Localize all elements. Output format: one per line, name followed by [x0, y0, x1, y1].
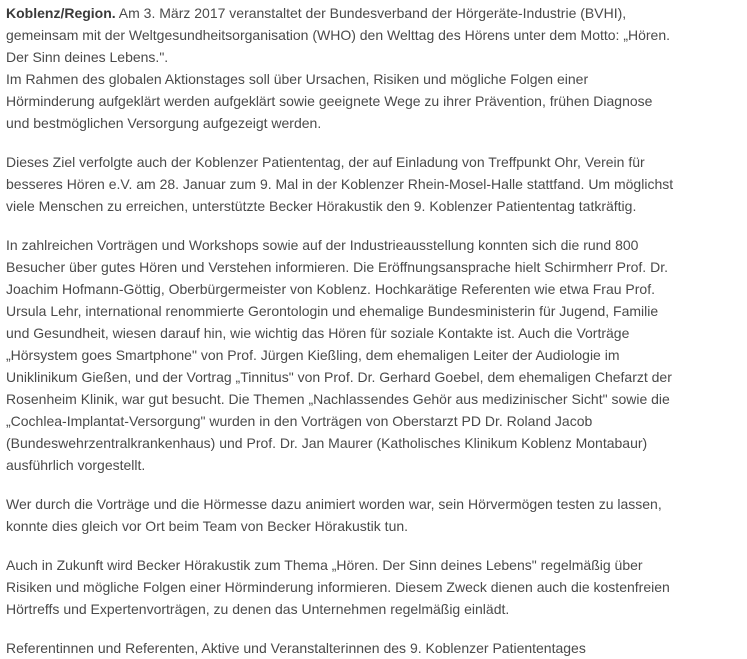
text-line: (Bundeswehrzentralkrankenhaus) und Prof. Dr. Jan Maurer (Katholisches Klinikum Koblenz Montabaur) — [6, 435, 648, 451]
image-caption — [6, 637, 747, 659]
paragraph — [6, 151, 747, 217]
text-line: Wer durch die Vorträge und die Hörmesse dazu animiert worden war, sein Hörvermögen testen zu lassen, — [6, 496, 662, 512]
text-line: Der Sinn deines Lebens.". — [6, 49, 169, 65]
text-line: Uniklinikum Gießen, und der Vortrag „Tinnitus" von Prof. Dr. Gerhard Goebel, dem ehemaligen Chefarzt der — [6, 369, 672, 385]
text-line: gemeinsam mit der Weltgesundheitsorganisation (WHO) den Welttag des Hörens unter dem Motto: „Hören. — [6, 27, 671, 43]
text-line: Ursula Lehr, international renommierte Gerontologin und ehemalige Bundesministerin für Jugend, Familie — [6, 303, 659, 319]
text-line — [6, 2, 747, 24]
text-line: Hörtreffs und Expertenvorträgen, zu denen das Unternehmen regelmäßig einlädt. — [6, 601, 510, 617]
text-line: „Cochlea-Implantat-Versorgung" wurden in den Vorträgen von Oberstarzt PD Dr. Roland Jacob — [6, 413, 593, 429]
text-line: Dieses Ziel verfolgte auch der Koblenzer Patiententag, der auf Einladung von Treffpunkt Ohr, Verein für — [6, 154, 645, 170]
text-line: „Hörsystem goes Smartphone" von Prof. Jürgen Kießling, dem ehemaligen Leiter der Audiologie im — [6, 347, 620, 363]
paragraph — [6, 2, 747, 134]
text-line: ausführlich vorgestellt. — [6, 457, 146, 473]
text-line-rest: Am 3. März 2017 veranstaltet der Bundesverband der Hörgeräte-Industrie (BVHI), — [115, 5, 627, 21]
text-line: Rosenheim Klinik, war gut besucht. Die Themen „Nachlassendes Gehör aus medizinischer Sicht" sowie die — [6, 391, 670, 407]
paragraph — [6, 554, 747, 620]
paragraph — [6, 234, 747, 476]
text-line: konnte dies gleich vor Ort beim Team von Becker Hörakustik tun. — [6, 518, 409, 534]
text-line: viele Menschen zu erreichen, unterstützte Becker Hörakustik den 9. Koblenzer Patiententag tatkräftig. — [6, 198, 637, 214]
dateline: Koblenz/Region. — [6, 5, 116, 21]
text-line: Referentinnen und Referenten, Aktive und Veranstalterinnen des 9. Koblenzer Patiententages — [6, 640, 586, 656]
text-line: In zahlreichen Vorträgen und Workshops sowie auf der Industrieausstellung konnten sich die rund 800 — [6, 237, 639, 253]
text-line: Risiken und mögliche Folgen einer Hörminderung informieren. Diesem Zweck dienen auch die kostenfreien — [6, 579, 670, 595]
text-line: und bestmöglichen Versorgung aufgezeigt werden. — [6, 115, 322, 131]
text-line: und Gesundheit, wiesen darauf hin, wie wichtig das Hören für soziale Kontakte ist. Auch die Vorträge — [6, 325, 630, 341]
text-line: Besucher über gutes Hören und Verstehen informieren. Die Eröffnungsansprache hielt Schirmherr Prof. Dr. — [6, 259, 668, 275]
text-line: Hörminderung aufgeklärt werden aufgeklärt sowie geeignete Wege zu ihrer Prävention, frühen Diagnose — [6, 93, 653, 109]
text-line: besseres Hören e.V. am 28. Januar zum 9. Mal in der Koblenzer Rhein-Mosel-Halle stattfand. Um möglichst — [6, 176, 674, 192]
text-line: Joachim Hofmann-Göttig, Oberbürgermeister von Koblenz. Hochkarätige Referenten wie etwa Frau Prof. — [6, 281, 655, 297]
text-line: Im Rahmen des globalen Aktionstages soll über Ursachen, Risiken und mögliche Folgen einer — [6, 71, 589, 87]
paragraph — [6, 493, 747, 537]
text-line: Auch in Zukunft wird Becker Hörakustik zum Thema „Hören. Der Sinn deines Lebens" regelmäßig über — [6, 557, 643, 573]
